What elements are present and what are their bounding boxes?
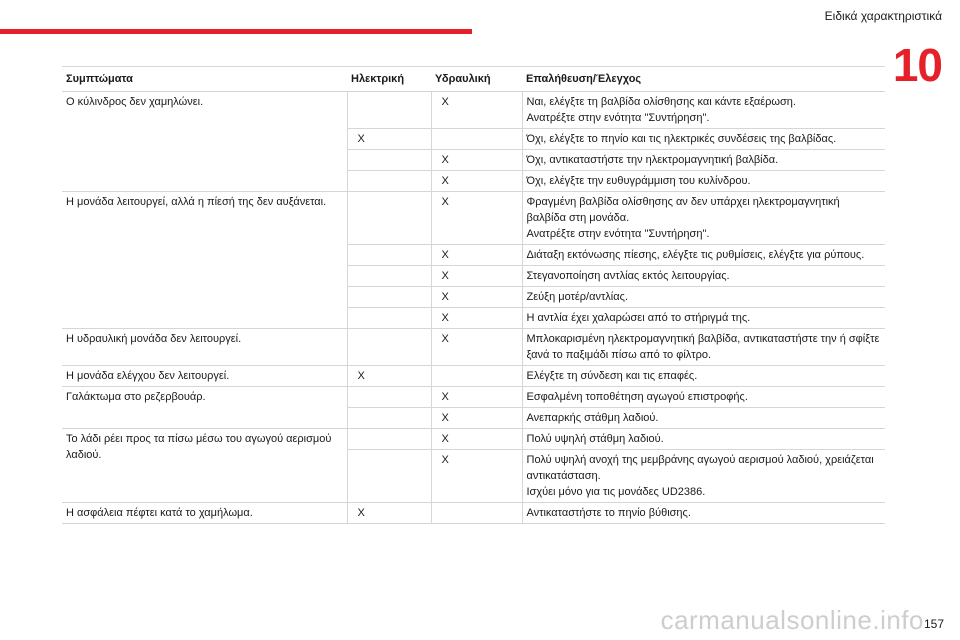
table-row: [62, 192, 885, 245]
check-cell: [522, 129, 885, 150]
check-cell: [522, 329, 885, 366]
check-line: Ζεύξη μοτέρ/αντλίας.: [526, 291, 628, 303]
symptom-cell: Το λάδι ρέει προς τα πίσω μέσω του αγωγού αερισμού λαδιού.: [62, 429, 347, 503]
check-line: Η αντλία έχει χαλαρώσει από το στήριγμά της.: [526, 312, 751, 324]
check-cell: [522, 287, 885, 308]
electric-mark-cell: [347, 245, 431, 266]
check-cell: [522, 192, 885, 245]
check-cell: [522, 408, 885, 429]
hydraulic-mark-cell: [431, 129, 522, 150]
column-header-check: Επαλήθευση/Έλεγχος: [522, 67, 885, 92]
check-cell: [522, 387, 885, 408]
check-cell: [522, 366, 885, 387]
check-line: Εσφαλμένη τοποθέτηση αγωγού επιστροφής.: [526, 391, 748, 403]
electric-mark-cell: [347, 408, 431, 429]
table-header-row: [62, 67, 885, 92]
column-header-symptoms: Συμπτώματα: [62, 67, 347, 92]
hydraulic-mark-cell: X: [431, 450, 522, 503]
check-line: Ανεπαρκής στάθμη λαδιού.: [526, 412, 659, 424]
symptom-cell: Η υδραυλική μονάδα δεν λειτουργεί.: [62, 329, 347, 366]
troubleshooting-table: [62, 66, 885, 524]
hydraulic-mark-cell: [431, 503, 522, 524]
electric-mark-cell: [347, 308, 431, 329]
symptom-cell: Η μονάδα ελέγχου δεν λειτουργεί.: [62, 366, 347, 387]
electric-mark-cell: X: [347, 129, 431, 150]
table-row: [62, 387, 885, 408]
check-cell: [522, 429, 885, 450]
electric-mark-cell: [347, 150, 431, 171]
table-row: [62, 329, 885, 366]
electric-mark-cell: [347, 92, 431, 129]
hydraulic-mark-cell: [431, 366, 522, 387]
check-line: Όχι, ελέγξτε την ευθυγράμμιση του κυλίνδρου.: [526, 175, 751, 187]
check-cell: [522, 503, 885, 524]
table-row: [62, 366, 885, 387]
check-line: Ελέγξτε τη σύνδεση και τις επαφές.: [526, 370, 698, 382]
check-cell: [522, 308, 885, 329]
check-cell: [522, 92, 885, 129]
hydraulic-mark-cell: X: [431, 429, 522, 450]
check-line: Όχι, ελέγξτε το πηνίο και τις ηλεκτρικές συνδέσεις της βαλβίδας.: [526, 133, 837, 145]
check-line: Πολύ υψηλή ανοχή της μεμβράνης αγωγού αερισμού λαδιού, χρειάζεται αντικατάσταση.: [526, 454, 874, 482]
column-header-hydraulic: Υδραυλική: [431, 67, 522, 92]
hydraulic-mark-cell: X: [431, 245, 522, 266]
hydraulic-mark-cell: X: [431, 92, 522, 129]
check-cell: [522, 450, 885, 503]
check-line: Ισχύει μόνο για τις μονάδες UD2386.: [526, 486, 706, 498]
check-line: Μπλοκαρισμένη ηλεκτρομαγνητική βαλβίδα, αντικαταστήστε την ή σφίξτε ξανά το παξιμάδι πίσω από το φίλτρο.: [526, 333, 880, 361]
check-line: Πολύ υψηλή στάθμη λαδιού.: [526, 433, 664, 445]
electric-mark-cell: [347, 450, 431, 503]
check-line: Φραγμένη βαλβίδα ολίσθησης αν δεν υπάρχει ηλεκτρομαγνητική βαλβίδα στη μονάδα.: [526, 196, 840, 224]
hydraulic-mark-cell: X: [431, 329, 522, 366]
page-number: 157: [923, 617, 944, 631]
electric-mark-cell: [347, 171, 431, 192]
electric-mark-cell: X: [347, 366, 431, 387]
chapter-number: 10: [892, 39, 942, 91]
check-line: Όχι, αντικαταστήστε την ηλεκτρομαγνητική βαλβίδα.: [526, 154, 779, 166]
hydraulic-mark-cell: X: [431, 171, 522, 192]
check-line: Στεγανοποίηση αντλίας εκτός λειτουργίας.: [526, 270, 730, 282]
symptom-cell: Ο κύλινδρος δεν χαμηλώνει.: [62, 92, 347, 192]
check-cell: [522, 266, 885, 287]
electric-mark-cell: X: [347, 503, 431, 524]
hydraulic-mark-cell: X: [431, 308, 522, 329]
table-row: [62, 92, 885, 129]
check-cell: [522, 245, 885, 266]
check-line: Ναι, ελέγξτε τη βαλβίδα ολίσθησης και κάντε εξαέρωση.: [526, 96, 796, 108]
check-line: Ανατρέξτε στην ενότητα "Συντήρηση".: [526, 228, 710, 240]
electric-mark-cell: [347, 192, 431, 245]
electric-mark-cell: [347, 329, 431, 366]
table-row: [62, 429, 885, 450]
electric-mark-cell: [347, 287, 431, 308]
hydraulic-mark-cell: X: [431, 192, 522, 245]
symptom-cell: Γαλάκτωμα στο ρεζερβουάρ.: [62, 387, 347, 429]
check-line: Διάταξη εκτόνωσης πίεσης, ελέγξτε τις ρυθμίσεις, ελέγξτε για ρύπους.: [526, 249, 865, 261]
table-row: [62, 503, 885, 524]
check-line: Ανατρέξτε στην ενότητα "Συντήρηση".: [526, 112, 710, 124]
check-cell: [522, 171, 885, 192]
hydraulic-mark-cell: X: [431, 266, 522, 287]
watermark: carmanualsonline.info: [660, 605, 924, 635]
hydraulic-mark-cell: X: [431, 150, 522, 171]
hydraulic-mark-cell: X: [431, 408, 522, 429]
electric-mark-cell: [347, 429, 431, 450]
hydraulic-mark-cell: X: [431, 387, 522, 408]
table-body: [62, 92, 885, 524]
electric-mark-cell: [347, 387, 431, 408]
symptom-cell: Η μονάδα λειτουργεί, αλλά η πίεσή της δεν αυξάνεται.: [62, 192, 347, 329]
column-header-electric: Ηλεκτρική: [347, 67, 431, 92]
check-cell: [522, 150, 885, 171]
symptom-cell: Η ασφάλεια πέφτει κατά το χαμήλωμα.: [62, 503, 347, 524]
section-title: Ειδικά χαρακτηριστικά: [824, 9, 942, 23]
hydraulic-mark-cell: X: [431, 287, 522, 308]
check-line: Αντικαταστήστε το πηνίο βύθισης.: [526, 507, 691, 519]
electric-mark-cell: [347, 266, 431, 287]
header-accent-bar: [0, 29, 472, 34]
